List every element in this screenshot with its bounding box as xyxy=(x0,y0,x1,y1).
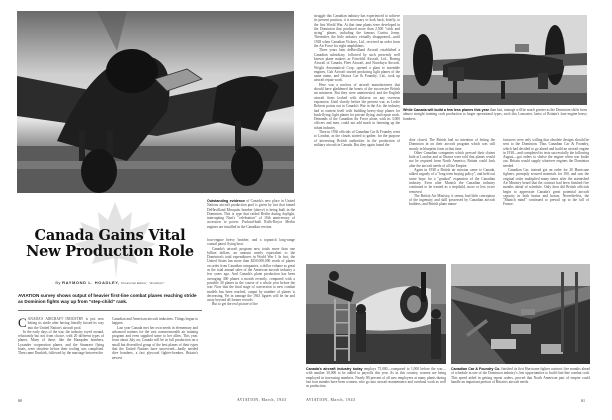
col4-para-1: struggle this Canadian industry has experienced to achieve its present position, it is necessary to look back, briefly, to the first World War. At that time plants were developed in the Dominion that produced more than 2,500 "stick and string" planes, including the famous Curtiss Jenny. Thereafter, the little industry virtually disappeared—until 1928 when Canadian Vickers, Ltd., received an order from the Air Force for eight amphibians. xyxy=(314,14,400,49)
left-page-footer: AVIATION, March, 1943 xyxy=(237,398,287,402)
col4-para-3: Here was a nucleus of aircraft manufacturers that should have gladdened the hearts of the successive British air ministers. But they were uninterested, and the English aircraft firms looked with disfavor on any overseas expansion. Until shortly before the present war, as Leslie Roberts points out in Canada's War in the Air, the industry had to content itself with building heavy-duty planes for bush-flying, light planes for private flying, and repair work. Demands of the Canadian Air Force alone, with its 3,000 officers and men, could not add much in fattening up the infant industry. xyxy=(314,82,400,130)
col3-para-2: Canada's aircraft program now totals more than one billion dollars, an amount nearly equivalent to the Dominion's total expenditures in World War I. In fact, the United States has more than $250,000,000 worth of planes on order from Canadian companies, a dollar volume as great as the total annual sales of the American aircraft industry a few years ago. And Canada's plane production has been averaging 400 planes a month recently, compared with a possible 40 planes in the course of a whole year before the war. Now that the final stage of conversion to new combat models has been reached, output by number of planes is decreasing. Yet in tonnage the 1943 figures will be far and away beyond all former records. xyxy=(207,246,295,303)
left-page-number: 60 xyxy=(18,398,22,403)
factory-caption xyxy=(451,367,590,384)
byline xyxy=(20,280,200,285)
workers-photo xyxy=(306,264,446,364)
article-title-line2: New Production Role xyxy=(26,243,194,260)
col4-para-2: Three years later deHavilland Aircraft established a Canadian subsidiary, followed by such presently well known plane makers as Fairchild Aircraft, Ltd., Boeing Aircraft of Canada, Fleet Aircraft, and Noorduyn Aircraft. Wright Aeronautical Corp. opened a plant to assemble engines, Cub Aircraft started producing light planes of the same name, and Ottawa Car & Foundry, Ltd., took up aircraft repair work. xyxy=(314,48,400,83)
dropcap: C xyxy=(18,315,27,330)
right-page xyxy=(306,0,612,420)
col2-para-2: Last year Canada met her own needs in elementary and advanced trainers for the vast commonwealth air training program and even supplied some to her allies. This year, from about July on, Canada will be in full production on a small but diversified group of the best planes of their types that the United Nations have uncovered—badly needed dive bombers, a fast plywood fighter-bomber, Britain's newest xyxy=(112,325,198,360)
col3-para-1: four-engine heavy bomber, and a topnotch long-range coastal patrol flying boat. xyxy=(207,238,295,247)
factory-caption-text: finished its first Hurricane fighter contract five months ahead of schedule in one of the Dominion industry's first opportunities to build first-line combat craft. This speed aided in getting repeat orders, proved that North American part of empire could handle an important portion of Britain's aircraft needs. xyxy=(451,367,590,384)
mosquito-photo-image xyxy=(17,11,294,193)
right-page-footer: AVIATION, March, 1943 xyxy=(306,398,356,402)
col5-para-3: Again in 1938 a British air mission came to Canada, talked vaguely of a "long term buying policy", and held out some hope for a "gradual" expansion of the Canadian industry. Even after Munich the Canadian industry continued to be treated as a stepchild, more or less twice removed. xyxy=(409,168,495,194)
factory-caption-lead: Canadian Car & Foundry Co. xyxy=(451,367,501,371)
col1-para-2: In the early days of the war, the industry toyed around, reluctantly but not from choice, with 20 different types of planes. Many of these, like the Hampden bombers, Lysander cooperation planes, and the Stranraer flying boats, were obsolete before their tooling was completed. Then came Dunkirk, followed by the marriage between the xyxy=(18,329,104,356)
col1-para-1: ANADA'S AIRCRAFT INDUSTRY is just now hitting its stride after having literally fussed its way into the United Nation's aircraft pool. xyxy=(27,317,104,330)
lancaster-caption xyxy=(403,108,587,121)
lancaster-caption-lead: While Canada will build a few less planes this year xyxy=(403,108,490,112)
column-5 xyxy=(409,138,495,207)
column-1 xyxy=(18,317,104,356)
col6-para-2: Canadian Car, instead got an order for 20 Hurricane fighters, promptly secured materials for 100, and saw the original order multiplied many times after the astonished Air Ministry heard that the contract had been finished five months ahead of schedule. Only then did British officials begin to appreciate Canada's great potential aircraft capacity in both brains and brawn. Nevertheless, the "Munich mind" continued to prevail up to the fall of France. xyxy=(503,168,589,207)
col5-para-2: Other Canadian companies which pressed their claims both at London and at Ottawa were told that planes would not be required from North America; Britain could look after the aircraft needs of all the Empire. xyxy=(409,150,495,168)
author-name: RAYMOND L. HOADLEY, xyxy=(62,280,120,285)
author-title: Financial Editor, "Aviation" xyxy=(121,281,165,285)
mosquito-caption xyxy=(207,199,295,229)
col2-para-1: Canadian and American aircraft industries. Things began to happen. xyxy=(112,317,198,326)
article-title xyxy=(20,228,200,260)
col5-para-4: The British Air Ministry, it seems, had little conception of the ingenuity and skill possessed by Canadian aircraft builders, and British plane manu- xyxy=(409,193,495,207)
col5-para-1: door closed. The British had no intention of letting the Dominion in on their aircraft program which was still mostly in blueprint form at that time. xyxy=(409,138,495,151)
deck-divider xyxy=(18,310,202,311)
col3-para-3: But to get the real picture of the xyxy=(212,302,258,307)
factory-photo xyxy=(451,264,590,364)
lancaster-photo xyxy=(403,15,587,105)
column-3 xyxy=(207,238,295,307)
workers-caption-text: employs 75,000—compared to 1,000 before the war—with another 30,000 to be added to payrolls this year. As in this country, women are being employed in increasing numbers. Nearly 80 percent of all new employees at many plants during last four months have been women, who go into aircraft maintenance and overhaul work as well as production. xyxy=(306,367,446,389)
right-page-number: 61 xyxy=(581,398,585,403)
column-2 xyxy=(112,317,198,360)
byline-prefix: By xyxy=(55,280,61,285)
mosquito-caption-text: of Canada's new place in United Nations aircraft production pool is given by fact that famed DeHavilland Mosquito bomber (above) is being built in the Dominion. This is type that raided Berlin during daylight, interrupting Nazi's "celebration" of 10th anniversary of accession to power. Packard-built Rolls-Royce Merlin engines are installed in the Canadian version. xyxy=(207,199,295,229)
mosquito-caption-lead: Outstanding evidence xyxy=(207,199,245,203)
lancaster-caption-text: than last, tonnage will be much greater as the Dominion shifts from almost straight training craft production to larger operational types, such this Lancaster, latest of Britain's four-engine heavy bombers. xyxy=(403,108,587,121)
column-6 xyxy=(503,138,589,207)
article-title-line1: Canada Gains Vital xyxy=(34,227,186,244)
col4-para-4: Then in 1936 officials of Canadian Car & Foundry went to London, as the clouds started to gather, for the purpose of interesting British authorities in the production of military aircraft in Canada. But they again found the xyxy=(314,130,400,147)
col6-para-1: facturers were only willing that obsolete designs should be sent to the Dominion. Thus Canadian Car & Foundry, which had decided to go ahead and build an aircraft engine in 1938—and completed its tests successfully the following August—got orders to shelve the engine when war broke out. Britain would supply whatever engines the Dominion needed. xyxy=(503,138,589,168)
article-deck: AVIATION survey shows output of heavier first-line combat planes reaching stride as Dominion fights way up from "step-child" rank. xyxy=(18,293,197,304)
workers-caption-lead: Canada's aircraft industry today xyxy=(306,367,363,371)
column-4 xyxy=(314,14,400,147)
workers-caption xyxy=(306,367,446,388)
